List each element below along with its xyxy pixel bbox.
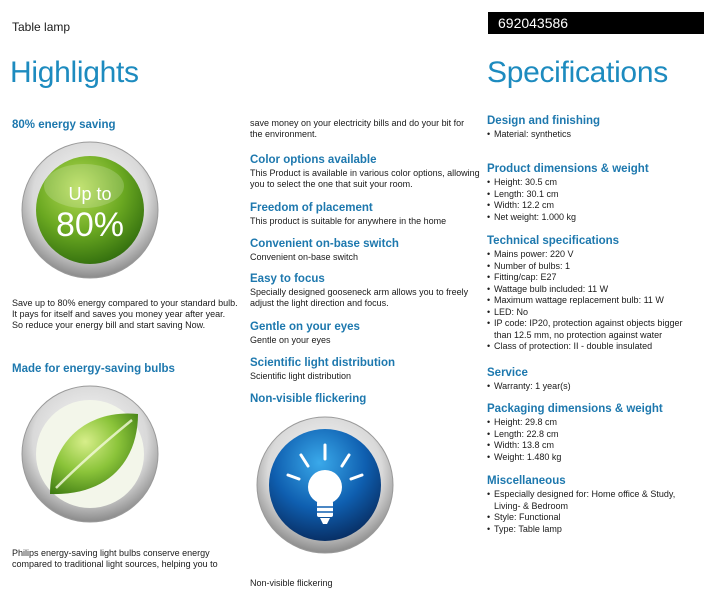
- feature-color-options: [250, 153, 480, 190]
- bulbs-text: Philips energy-saving light bulbs conserve energy compared to traditional light sources, helping you to: [12, 548, 218, 569]
- spec-item: • Class of protection: II - double insulated: [487, 341, 702, 353]
- spec-item: • Width: 12.2 cm: [487, 200, 702, 212]
- feature-heading: Scientific light distribution: [250, 357, 396, 369]
- energy-heading: 80% energy saving: [12, 119, 116, 131]
- spec-item: • Height: 30.5 cm: [487, 177, 702, 189]
- spec-item: • Net weight: 1.000 kg: [487, 212, 702, 224]
- feature-easy-focus: [250, 272, 480, 309]
- feature-text: Gentle on your eyes: [250, 335, 331, 345]
- spec-heading: Packaging dimensions & weight: [487, 403, 663, 415]
- spec-item: • Style: Functional: [487, 512, 702, 524]
- spec-heading: Technical specifications: [487, 235, 620, 247]
- spec-section-service: [487, 367, 702, 393]
- spec-item: • Material: synthetics: [487, 129, 702, 141]
- spec-item: • Weight: 1.480 kg: [487, 452, 702, 464]
- bulbs-text-continued: save money on your electricity bills and do your bit for the environment.: [250, 118, 465, 139]
- feature-heading: Convenient on-base switch: [250, 238, 399, 250]
- badge-line1: Up to: [68, 184, 112, 204]
- spec-item: • Length: 22.8 cm: [487, 429, 702, 441]
- highlights-title: Highlights: [10, 56, 139, 89]
- light-bulb-icon: [255, 415, 395, 555]
- spec-item: • Mains power: 220 V: [487, 249, 702, 261]
- feature-heading: Easy to focus: [250, 273, 325, 285]
- feature-heading: Color options available: [250, 154, 377, 166]
- feature-gentle-eyes: [250, 320, 480, 346]
- bulbs-heading: Made for energy-saving bulbs: [12, 363, 175, 375]
- energy-text: Save up to 80% energy compared to your standard bulb. It pays for itself and saves you money year after year. So reduce your energy bill and start saving Now.: [12, 298, 238, 330]
- spec-section-design: [487, 115, 702, 141]
- spec-section-technical: [487, 235, 702, 353]
- spec-item: • Length: 30.1 cm: [487, 189, 702, 201]
- spec-item: • Fitting/cap: E27: [487, 272, 702, 284]
- feature-heading: Freedom of placement: [250, 202, 373, 214]
- spec-item: • Especially designed for: Home office & Study, Living- & Bedroom: [487, 489, 702, 512]
- feature-heading: Non-visible flickering: [250, 393, 367, 405]
- product-type: Table lamp: [12, 20, 71, 34]
- product-code: 692043586: [488, 12, 704, 34]
- feature-text: This Product is available in various color options, allowing you to select the one that suit your room.: [250, 168, 480, 189]
- spec-heading: Service: [487, 367, 528, 379]
- spec-heading: Design and finishing: [487, 115, 601, 127]
- spec-item: • Wattage bulb included: 11 W: [487, 284, 702, 296]
- spec-item: • LED: No: [487, 307, 702, 319]
- spec-heading: Product dimensions & weight: [487, 163, 649, 175]
- energy-saving-badge-icon: [20, 140, 160, 280]
- spec-section-packaging: [487, 403, 702, 463]
- spec-item: • IP code: IP20, protection against objects bigger than 12.5 mm, no protection against water: [487, 318, 702, 341]
- feature-freedom-placement: [250, 201, 480, 227]
- bulb-caption: Non-visible flickering: [250, 578, 333, 588]
- feature-text: This product is suitable for anywhere in the home: [250, 216, 447, 226]
- feature-text: Scientific light distribution: [250, 371, 352, 381]
- spec-item: • Number of bulbs: 1: [487, 261, 702, 273]
- feature-on-base-switch: [250, 237, 480, 263]
- feature-non-visible-flickering: [250, 392, 480, 407]
- spec-heading: Miscellaneous: [487, 475, 566, 487]
- spec-section-miscellaneous: [487, 475, 702, 535]
- feature-heading: Gentle on your eyes: [250, 321, 360, 333]
- spec-item: • Width: 13.8 cm: [487, 440, 702, 452]
- spec-item: • Maximum wattage replacement bulb: 11 W: [487, 295, 702, 307]
- spec-section-product-dimensions: [487, 163, 702, 223]
- spec-item: • Warranty: 1 year(s): [487, 381, 702, 393]
- feature-text: Specially designed gooseneck arm allows you to freely adjust the light direction and focus.: [250, 287, 469, 308]
- badge-line2: 80%: [55, 206, 125, 244]
- leaf-icon: [20, 384, 160, 524]
- spec-item: • Type: Table lamp: [487, 524, 702, 536]
- spec-item: • Height: 29.8 cm: [487, 417, 702, 429]
- feature-light-distribution: [250, 356, 480, 382]
- specifications-title: Specifications: [487, 56, 668, 89]
- feature-text: Convenient on-base switch: [250, 252, 359, 262]
